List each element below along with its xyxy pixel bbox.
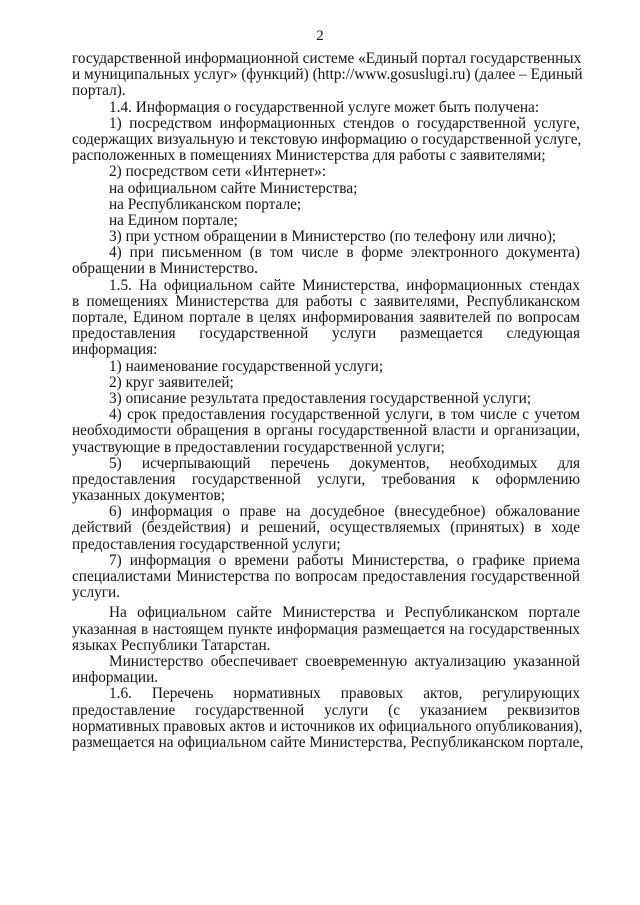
text-line: в помещениях Министерства для работы с заявителями, Республиканском bbox=[72, 292, 580, 310]
text-line: информация: bbox=[72, 341, 158, 359]
text-line: 4) срок предоставления государственной услуги, в том числе с учетом bbox=[109, 406, 580, 424]
text-line: 1.5. На официальном сайте Министерства, информационных стендах bbox=[109, 276, 580, 294]
text-line: 3) описание результата предоставления государственной услуги; bbox=[109, 389, 532, 407]
text-line: содержащих визуальную и текстовую информацию о государственной услуге, bbox=[72, 130, 582, 148]
text-line: расположенных в помещениях Министерства для работы с заявителями; bbox=[72, 147, 546, 165]
text-line: предоставления государственной услуги; bbox=[72, 535, 341, 553]
text-line: указанная в настоящем пункте информация размещается на государственных bbox=[72, 620, 580, 638]
text-line: портале, Едином портале в целях информирования заявителей по вопросам bbox=[72, 309, 580, 326]
text-line: предоставления государственной услуги размещается следующая bbox=[72, 325, 580, 343]
text-line: 1.6. Перечень нормативных правовых актов, регулирующих bbox=[109, 685, 580, 703]
text-line: участвующие в предоставлении государственной услуги; bbox=[72, 438, 445, 456]
text-line: предоставление государственной услуги (с указанием реквизитов bbox=[72, 701, 580, 719]
text-line: государственной информационной системе «Единый портал государственных bbox=[72, 50, 582, 67]
text-line: 2) круг заявителей; bbox=[109, 373, 234, 391]
text-line: 1) наименование государственной услуги; bbox=[109, 357, 384, 375]
text-line: необходимости обращения в органы государственной власти и организации, bbox=[72, 422, 580, 440]
text-line: языках Республики Татарстан. bbox=[72, 636, 271, 654]
text-line: указанных документов; bbox=[72, 487, 225, 505]
text-line: 1) посредством информационных стендов о государственной услуге, bbox=[109, 114, 580, 132]
text-line: размещается на официальном сайте Министерства, Республиканском портале, bbox=[72, 733, 584, 751]
text-line: 5) исчерпывающий перечень документов, необходимых для bbox=[109, 454, 580, 472]
text-line: на официальном сайте Министерства; bbox=[109, 179, 358, 197]
text-line: услуги. bbox=[72, 584, 121, 602]
text-line: на Республиканском портале; bbox=[109, 195, 302, 213]
text-line: На официальном сайте Министерства и Республиканском портале bbox=[109, 604, 580, 622]
text-line: и муниципальных услуг» (функций) (http://www.gosuslugi.ru) (далее – Единый bbox=[72, 66, 583, 84]
text-line: действий (бездействия) и решений, осуществляемых (принятых) в ходе bbox=[72, 519, 580, 537]
text-line: 6) информация о праве на досудебное (внесудебное) обжалование bbox=[109, 503, 580, 521]
text-line: на Едином портале; bbox=[109, 211, 238, 229]
text-line: портал). bbox=[72, 82, 126, 100]
text-line: информации. bbox=[72, 669, 159, 687]
text-line: нормативных правовых актов и источников их официального опубликования), bbox=[72, 717, 583, 735]
text-line: 7) информация о времени работы Министерства, о графике приема bbox=[109, 551, 580, 569]
text-line: 3) при устном обращении в Министерство (по телефону или лично); bbox=[109, 228, 557, 246]
text-line: 4) при письменном (в том числе в форме электронного документа) bbox=[109, 244, 580, 262]
text-line: Министерство обеспечивает своевременную актуализацию указанной bbox=[109, 652, 580, 670]
text-line: обращении в Министерство. bbox=[72, 260, 259, 278]
text-line: 2) посредством сети «Интернет»: bbox=[109, 163, 327, 181]
text-line: предоставления государственной услуги, требования к оформлению bbox=[72, 470, 580, 488]
text-line: специалистами Министерства по вопросам предоставления государственной bbox=[72, 568, 580, 585]
page-number: 2 bbox=[316, 28, 324, 44]
document-body bbox=[72, 50, 584, 751]
text-line: 1.4. Информация о государственной услуге может быть получена: bbox=[109, 98, 540, 116]
